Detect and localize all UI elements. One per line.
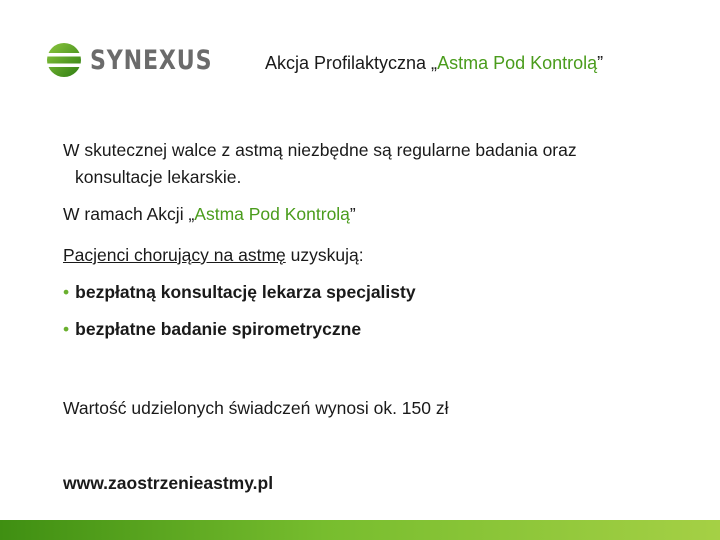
intro-line-1: W skutecznej walce z astmą niezbędne są regularne badania oraz — [63, 140, 577, 160]
intro-line-2: konsultacje lekarskie. — [75, 167, 242, 187]
framework-highlight: Astma Pod Kontrolą — [194, 204, 350, 224]
page-title — [265, 53, 603, 74]
patients-rest: uzyskują: — [285, 245, 364, 265]
title-highlight: Astma Pod Kontrolą — [437, 53, 598, 73]
bullet-dot-icon: • — [63, 319, 70, 339]
website-link[interactable]: www.zaostrzenieastmy.pl — [63, 473, 274, 493]
value-statement: Wartość udzielonych świadczeń wynosi ok. 150 zł — [63, 398, 449, 418]
bullet-item — [63, 282, 416, 303]
bullet-text: bezpłatne badanie spirometryczne — [75, 319, 362, 339]
framework-prefix: W ramach Akcji „ — [63, 204, 195, 224]
patients-line — [63, 242, 364, 269]
title-suffix: ” — [597, 53, 604, 73]
bullet-item — [63, 319, 361, 340]
footer-bar — [0, 520, 720, 540]
synexus-logo-icon — [46, 42, 82, 78]
patients-underlined: Pacjenci chorujący na astmę — [63, 245, 286, 265]
bullet-dot-icon: • — [63, 282, 70, 302]
synexus-logo — [46, 42, 239, 78]
title-prefix: Akcja Profilaktyczna „ — [265, 53, 438, 73]
framework-suffix: ” — [349, 204, 356, 224]
intro-paragraph — [63, 137, 678, 191]
logo-text: SYNEXUS — [90, 44, 213, 76]
bullet-text: bezpłatną konsultację lekarza specjalisty — [75, 282, 416, 302]
framework-line — [63, 201, 356, 228]
